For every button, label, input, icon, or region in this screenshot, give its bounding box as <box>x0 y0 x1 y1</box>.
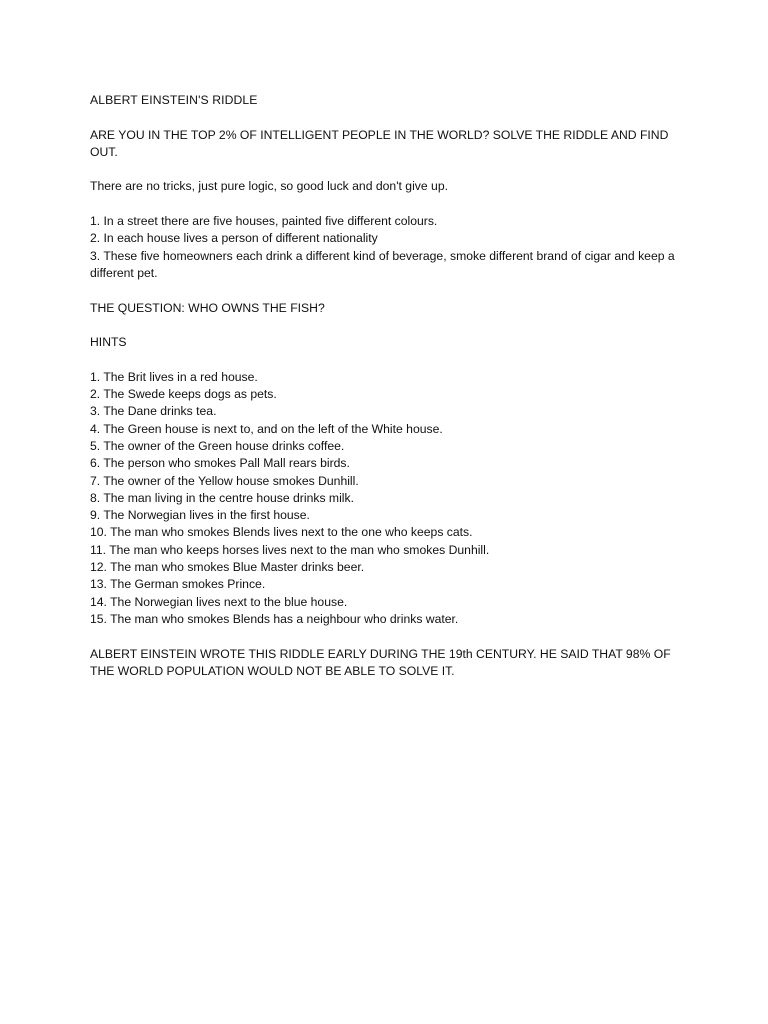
hints-heading: HINTS <box>90 335 127 350</box>
hint-item: 6. The person who smokes Pall Mall rears birds. <box>90 456 350 471</box>
document-page <box>90 92 690 697</box>
premise-item: 3. These five homeowners each drink a different kind of beverage, smoke different brand of cigar and keep a different pet. <box>90 248 675 280</box>
premises-list <box>90 213 690 282</box>
hint-item: 8. The man living in the centre house drinks milk. <box>90 490 354 505</box>
hint-item: 12. The man who smokes Blue Master drinks beer. <box>90 560 365 575</box>
intro-text: There are no tricks, just pure logic, so good luck and don't give up. <box>90 179 448 194</box>
premise-item: 2. In each house lives a person of different nationality <box>90 231 378 246</box>
hint-item: 10. The man who smokes Blends lives next to the one who keeps cats. <box>90 525 473 540</box>
hint-item: 3. The Dane drinks tea. <box>90 404 217 419</box>
document-title: ALBERT EINSTEIN'S RIDDLE <box>90 93 258 107</box>
hint-item: 7. The owner of the Yellow house smokes Dunhill. <box>90 473 359 488</box>
hint-item: 2. The Swede keeps dogs as pets. <box>90 387 277 402</box>
premise-item: 1. In a street there are five houses, painted five different colours. <box>90 214 438 229</box>
hint-item: 15. The man who smokes Blends has a neighbour who drinks water. <box>90 611 459 626</box>
hint-item: 11. The man who keeps horses lives next to the man who smokes Dunhill. <box>90 542 490 557</box>
hint-item: 14. The Norwegian lives next to the blue house. <box>90 594 348 609</box>
hint-item: 1. The Brit lives in a red house. <box>90 369 258 384</box>
hint-item: 4. The Green house is next to, and on the left of the White house. <box>90 421 443 436</box>
hints-list <box>90 369 690 628</box>
hint-item: 5. The owner of the Green house drinks coffee. <box>90 438 345 453</box>
hint-item: 13. The German smokes Prince. <box>90 577 266 592</box>
question-text: THE QUESTION: WHO OWNS THE FISH? <box>90 300 325 315</box>
closing-text: ALBERT EINSTEIN WROTE THIS RIDDLE EARLY DURING THE 19th CENTURY. HE SAID THAT 98% OF THE WORLD POPULATION WOULD NOT BE ABLE TO SOLVE IT. <box>90 646 671 678</box>
hint-item: 9. The Norwegian lives in the first house. <box>90 508 310 523</box>
challenge-text: ARE YOU IN THE TOP 2% OF INTELLIGENT PEOPLE IN THE WORLD? SOLVE THE RIDDLE AND FIND OUT. <box>90 127 669 159</box>
